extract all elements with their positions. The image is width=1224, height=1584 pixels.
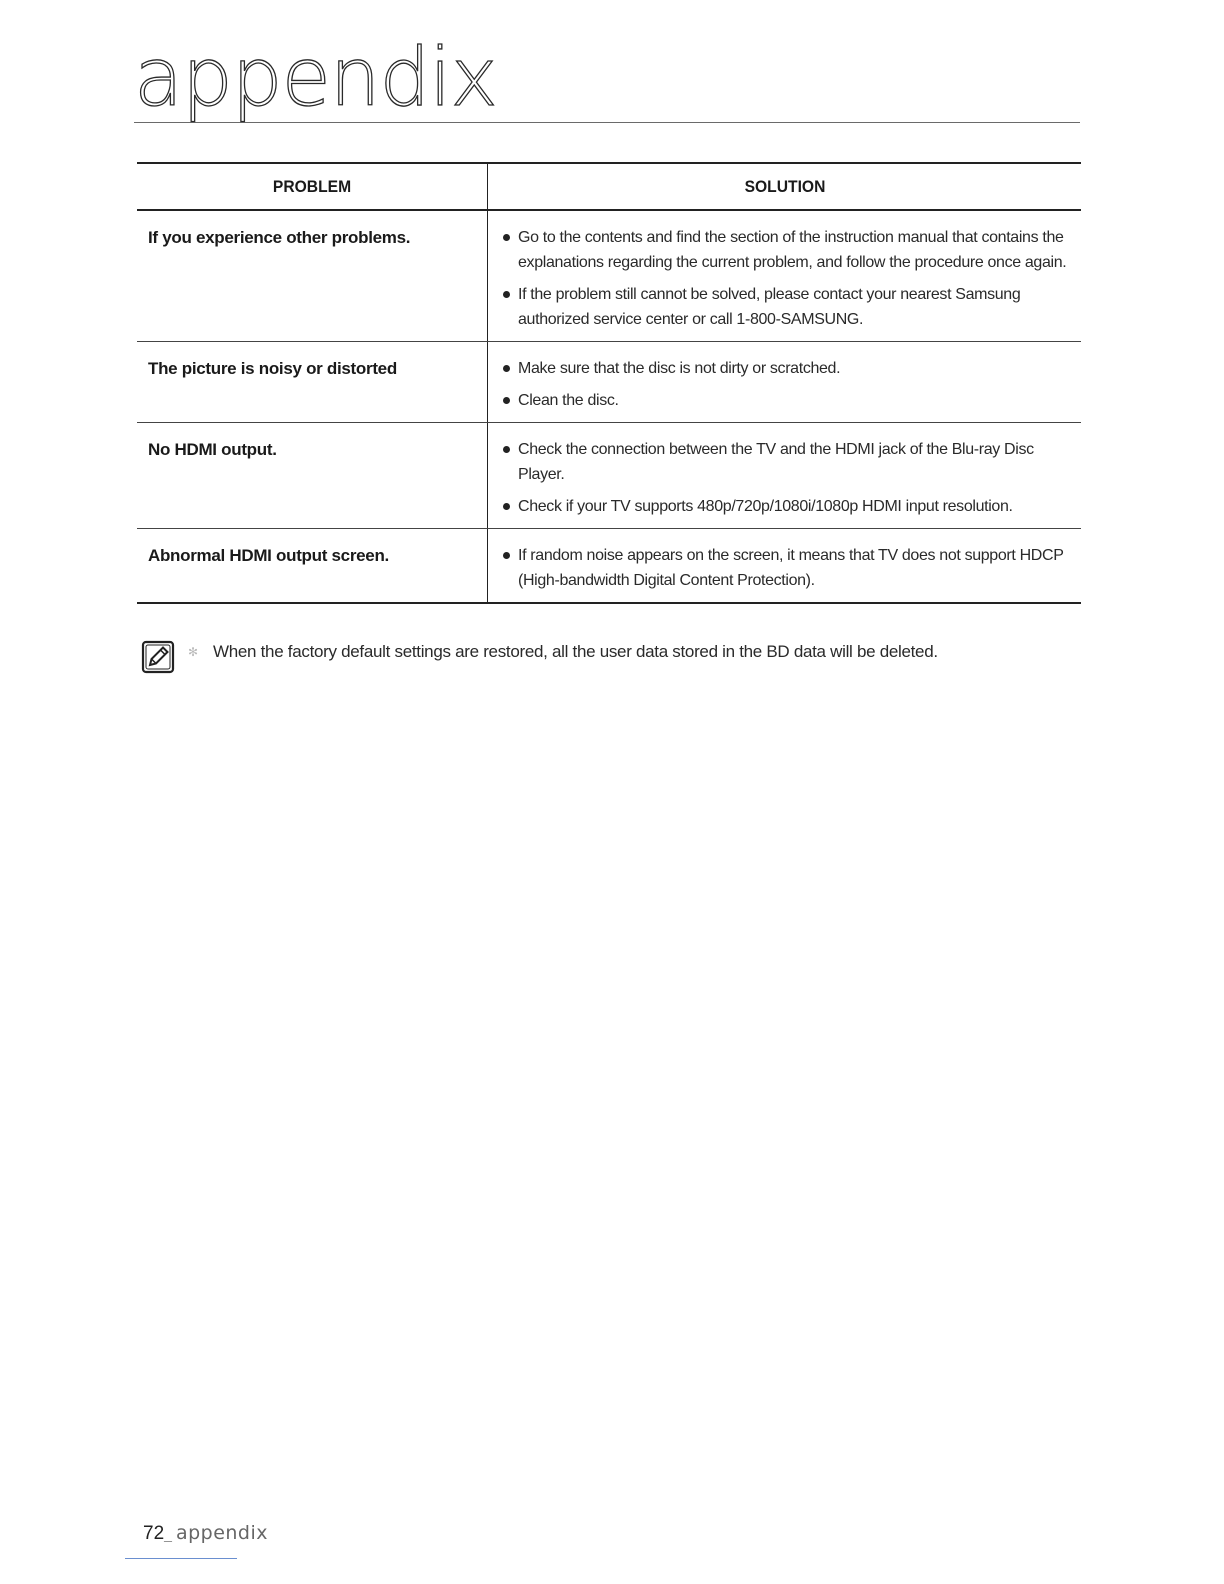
- solution-item: [500, 225, 1071, 275]
- solution-text: Go to the contents and find the section of the instruction manual that contains the explanations regarding the current problem, and follow the procedure once again.: [518, 229, 1067, 271]
- solution-cell: [488, 210, 1082, 342]
- bullet-dot-icon: [503, 446, 510, 453]
- note-pencil-icon: [141, 640, 175, 674]
- table-row: [137, 529, 1081, 604]
- solution-list: [500, 225, 1071, 332]
- solution-item: [500, 494, 1071, 519]
- bullet-dot-icon: [503, 503, 510, 510]
- note: [141, 640, 1081, 680]
- solution-text: Make sure that the disc is not dirty or scratched.: [518, 360, 841, 377]
- solution-list: [500, 543, 1071, 593]
- solution-item: [500, 388, 1071, 413]
- solution-item: [500, 543, 1071, 593]
- footer-separator: _: [164, 1526, 172, 1542]
- page-title: appendix: [134, 31, 497, 124]
- solution-cell: [488, 342, 1082, 423]
- note-marker: ✻: [188, 645, 199, 659]
- bullet-dot-icon: [503, 291, 510, 298]
- solution-list: [500, 356, 1071, 413]
- problem-cell: No HDMI output.: [137, 423, 488, 529]
- solution-item: [500, 356, 1071, 381]
- table-row: [137, 342, 1081, 423]
- solution-text: If the problem still cannot be solved, please contact your nearest Samsung authorized service center or call 1-800-SAMSUNG.: [518, 286, 1021, 328]
- solution-text: Check if your TV supports 480p/720p/1080i/1080p HDMI input resolution.: [518, 498, 1013, 515]
- problem-column-header: PROBLEM: [151, 163, 473, 210]
- bullet-dot-icon: [503, 397, 510, 404]
- solution-item: [500, 282, 1071, 332]
- solution-list: [500, 437, 1071, 519]
- solution-item: [500, 437, 1071, 487]
- table-row: [137, 210, 1081, 342]
- table-header-row: [137, 163, 1081, 210]
- problem-cell: If you experience other problems.: [137, 210, 488, 342]
- note-text: When the factory default settings are restored, all the user data stored in the BD data will be deleted.: [213, 642, 938, 661]
- solution-column-header: SOLUTION: [511, 163, 1057, 210]
- troubleshooting-table: [137, 162, 1081, 604]
- page-number: 72: [143, 1523, 165, 1544]
- footer-rule: [125, 1558, 237, 1559]
- problem-cell: Abnormal HDMI output screen.: [137, 529, 488, 604]
- solution-cell: [488, 423, 1082, 529]
- table-row: [137, 423, 1081, 529]
- solution-cell: [488, 529, 1082, 604]
- solution-text: Clean the disc.: [518, 392, 619, 409]
- solution-text: Check the connection between the TV and the HDMI jack of the Blu-ray Disc Player.: [518, 441, 1034, 483]
- bullet-dot-icon: [503, 234, 510, 241]
- problem-cell: The picture is noisy or distorted: [137, 342, 488, 423]
- bullet-dot-icon: [503, 365, 510, 372]
- footer-section-label: appendix: [175, 1522, 269, 1544]
- solution-text: If random noise appears on the screen, it means that TV does not support HDCP (High-bandwidth Digital Content Protection).: [518, 547, 1064, 589]
- bullet-dot-icon: [503, 552, 510, 559]
- page-footer: [143, 1522, 268, 1545]
